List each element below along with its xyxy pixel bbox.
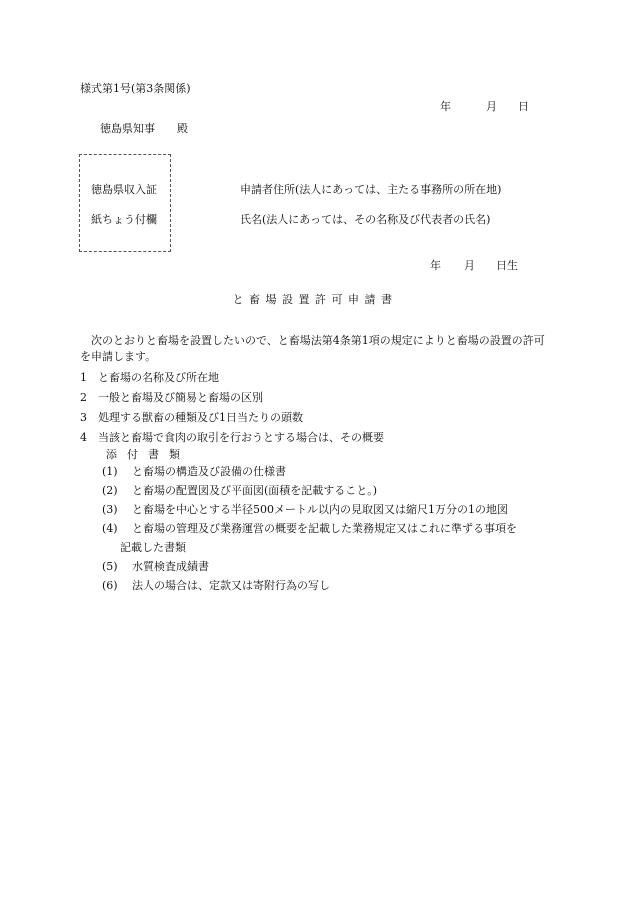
item-text: 一般と畜場及び簡易と畜場の区別 bbox=[98, 391, 263, 404]
attachment-number: (4) bbox=[102, 522, 118, 535]
attachment-number: (2) bbox=[102, 484, 118, 497]
attachment-text: 水質検査成績書 bbox=[132, 560, 209, 573]
addressee: 徳島県知事 殿 bbox=[100, 122, 188, 135]
item-text: 処理する獣畜の種類及び1日当たりの頭数 bbox=[98, 411, 303, 424]
list-item bbox=[80, 428, 384, 448]
stamp-box-label-line2: 紙ちょう付欄 bbox=[91, 213, 157, 226]
birth-month-label: 月 bbox=[464, 259, 475, 272]
list-item bbox=[102, 500, 517, 519]
attachments-list bbox=[102, 462, 517, 595]
date-month-label: 月 bbox=[486, 100, 497, 113]
attachments-heading: 添付書類 bbox=[106, 448, 190, 461]
list-item bbox=[80, 408, 384, 428]
body-paragraph: 次のとおりと畜場を設置したいので、と畜場法第4条第1項の規定によりと畜場の設置の許可を申請します。 bbox=[80, 334, 545, 363]
attachment-continuation: 記載した書類 bbox=[120, 541, 186, 554]
item-number: 1 bbox=[80, 371, 87, 384]
date-day-label: 日 bbox=[518, 100, 529, 113]
attachment-text: 法人の場合は、定款又は寄附行為の写し bbox=[132, 579, 330, 592]
attachment-text: と畜場を中心とする半径500メートル以内の見取図又は縮尺1万分の1の地図 bbox=[132, 503, 508, 516]
item-number: 4 bbox=[80, 431, 87, 444]
attachment-number: (5) bbox=[102, 560, 118, 573]
list-item bbox=[80, 388, 384, 408]
list-item bbox=[102, 557, 517, 576]
item-text: と畜場の名称及び所在地 bbox=[98, 371, 219, 384]
application-date-line bbox=[440, 100, 529, 113]
item-text: 当該と畜場で食肉の取引を行おうとする場合は、その概要 bbox=[98, 431, 384, 444]
stamp-box-label-line1: 徳島県収入証 bbox=[91, 183, 157, 196]
document-title: と畜場設置許可申請書 bbox=[232, 293, 398, 306]
date-year-label: 年 bbox=[440, 100, 451, 113]
attachment-text: と畜場の管理及び業務運営の概要を記載した業務規定又はこれに準ずる事項を bbox=[132, 522, 517, 535]
attachment-number: (6) bbox=[102, 579, 118, 592]
list-item bbox=[102, 462, 517, 481]
applicant-address-label: 申請者住所(法人にあっては、主たる事務所の所在地) bbox=[240, 183, 502, 196]
birth-year-label: 年 bbox=[430, 259, 441, 272]
item-number: 3 bbox=[80, 411, 87, 424]
list-item bbox=[102, 576, 517, 595]
list-item bbox=[102, 481, 517, 500]
attachment-number: (1) bbox=[102, 465, 118, 478]
item-number: 2 bbox=[80, 391, 87, 404]
list-item bbox=[102, 519, 517, 538]
attachment-text: と畜場の配置図及び平面図(面積を記載すること。) bbox=[132, 484, 378, 497]
birth-day-label: 日生 bbox=[496, 259, 518, 272]
birth-date-line bbox=[430, 259, 518, 272]
attachment-number: (3) bbox=[102, 503, 118, 516]
form-number-label: 様式第1号(第3条関係) bbox=[80, 82, 191, 95]
list-item bbox=[80, 368, 384, 388]
items-list bbox=[80, 368, 384, 448]
applicant-name-label: 氏名(法人にあっては、その名称及び代表者の氏名) bbox=[240, 213, 491, 226]
revenue-stamp-box bbox=[79, 154, 171, 252]
attachment-text: と畜場の構造及び設備の仕様書 bbox=[132, 465, 286, 478]
